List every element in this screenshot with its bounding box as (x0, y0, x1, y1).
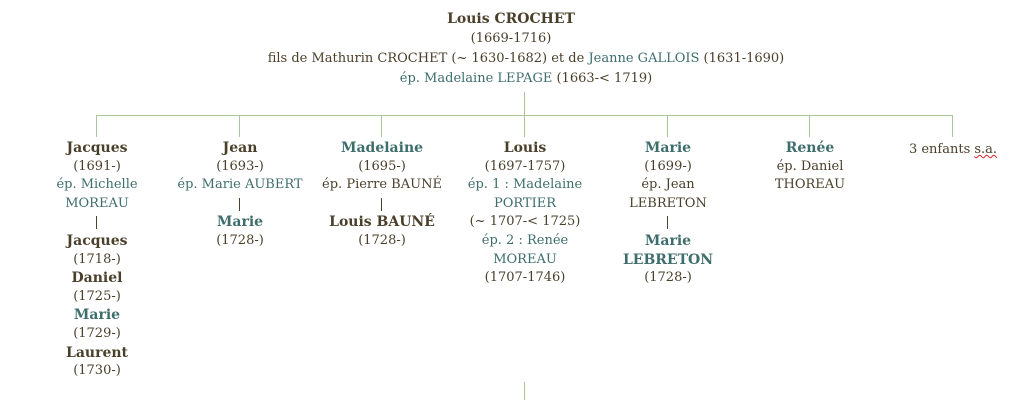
child-drop-2 (239, 115, 240, 137)
child-drop-6 (809, 115, 810, 137)
spouse-line: ép. Pierre BAUNÉ (322, 177, 442, 193)
grandchild-dates: (1728-) (644, 270, 692, 286)
child-column-renee (729, 139, 891, 195)
root-parents (0, 50, 1022, 69)
grandchild-dates: (1728-) (358, 232, 406, 248)
spouse2-dates: (1707-1746) (484, 270, 566, 286)
grandchild-name: LEBRETON (622, 251, 714, 268)
person-dates: (1695-) (358, 158, 406, 174)
spouse2-line: MOREAU (493, 251, 557, 267)
person-name: Madelaine (340, 140, 424, 156)
grandchild-name: Jacques (66, 232, 128, 249)
spouse1-line: PORTIER (493, 195, 557, 211)
person-dates: (1691-) (73, 158, 121, 174)
descent-connector (381, 198, 382, 211)
spouse-line: ép. Jean (641, 177, 695, 193)
child-drop-1 (96, 115, 97, 137)
father-dates: (~ 1630-1682) et de (447, 51, 589, 66)
person-name: Marie (644, 140, 692, 156)
abbr-text: s.a. (974, 142, 998, 157)
child-column-jacques (16, 139, 178, 381)
root-spouse-dates: (1663-< 1719) (552, 71, 653, 86)
father-name: Mathurin CROCHET (311, 51, 448, 66)
grandchild-dates: (1718-) (73, 251, 121, 267)
person-name: Louis (503, 140, 547, 156)
descent-connector (239, 198, 240, 211)
child-column-others (872, 141, 1022, 160)
spouse-line: ép. Marie AUBERT (177, 177, 303, 193)
parents-prefix: fils de (267, 51, 312, 66)
grandchild-name: Louis BAUNÉ (329, 214, 435, 231)
grandchild-name: Daniel (71, 270, 123, 287)
spouse-line: MOREAU (65, 195, 129, 211)
root-dates: (1669-1716) (470, 31, 552, 46)
person-dates: (1699-) (644, 158, 692, 174)
root-drop-line (524, 92, 525, 115)
mother-name: Jeanne GALLOIS (588, 51, 700, 66)
child-column-jean (159, 139, 321, 251)
spouse1-line: ép. 1 : Madelaine (467, 177, 583, 193)
root-name: Louis CROCHET (447, 11, 575, 27)
person-name: Renée (785, 140, 835, 156)
child-column-marie (587, 139, 749, 288)
child-drop-5 (667, 115, 668, 137)
child-drop-7 (952, 115, 953, 137)
grandchild-name: Marie (216, 214, 264, 231)
mother-dates: (1631-1690) (699, 51, 785, 66)
grandchild-dates: (1725-) (73, 288, 121, 304)
grandchild-dates: (1728-) (216, 232, 264, 248)
descent-connector (96, 216, 97, 229)
person-dates: (1697-1757) (484, 158, 566, 174)
spouse2-line: ép. 2 : Renée (481, 232, 569, 248)
grandchild-dates: (1729-) (73, 325, 121, 341)
grandchild-name: Marie (73, 307, 121, 324)
unnamed-children-label (872, 141, 1022, 160)
child-column-madelaine (301, 139, 463, 251)
bottom-drop-line (524, 382, 525, 400)
spouse-line: THOREAU (774, 177, 846, 193)
spouse-line: LEBRETON (629, 195, 707, 211)
spouse-line: ép. Michelle (56, 177, 138, 193)
root-spouse-name: ép. Madelaine LEPAGE (399, 71, 553, 86)
person-name: Jacques (66, 140, 128, 156)
child-drop-3 (381, 115, 382, 137)
person-name: Jean (222, 140, 258, 156)
count-text: 3 enfants (908, 142, 975, 157)
grandchild-dates: (1730-) (73, 363, 121, 379)
person-dates: (1693-) (216, 158, 264, 174)
child-drop-4 (524, 115, 525, 137)
spouse1-dates: (~ 1707-< 1725) (469, 214, 581, 230)
spouse-line: ép. Daniel (776, 158, 844, 174)
descent-connector (667, 216, 668, 229)
root-spouse (0, 70, 1022, 89)
grandchild-name: Marie (644, 232, 692, 249)
child-column-louis (444, 139, 606, 288)
grandchild-name: Laurent (65, 344, 129, 361)
